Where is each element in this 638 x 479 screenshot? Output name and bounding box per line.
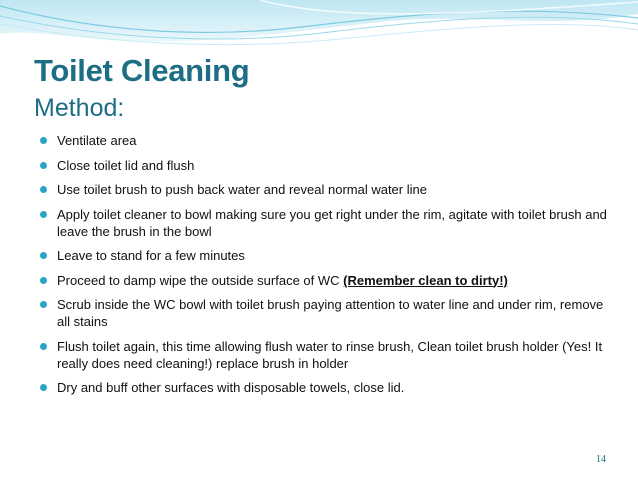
bullet-icon [40, 277, 47, 284]
page-number: 14 [596, 454, 606, 465]
bullet-icon [40, 301, 47, 308]
list-item [40, 379, 610, 396]
list-item [40, 247, 610, 264]
slide-subtitle: Method: [34, 94, 125, 122]
list-item-text: Use toilet brush to push back water and reveal normal water line [57, 182, 427, 197]
list-item [40, 181, 610, 198]
bullet-icon [40, 384, 47, 391]
bullet-icon [40, 186, 47, 193]
bullet-icon [40, 162, 47, 169]
list-item [40, 132, 610, 149]
bullet-icon [40, 137, 47, 144]
list-item [40, 157, 610, 174]
method-steps-list [40, 132, 610, 404]
list-item-text: Ventilate area [57, 133, 137, 148]
slide-title: Toilet Cleaning [34, 53, 250, 88]
list-item-text: Leave to stand for a few minutes [57, 248, 245, 263]
bullet-icon [40, 252, 47, 259]
list-item-text: Close toilet lid and flush [57, 157, 195, 173]
list-item [40, 296, 610, 330]
list-item [40, 338, 610, 372]
list-item-text: Dry and buff other surfaces with disposable towels, close lid. [57, 380, 405, 395]
list-item-text: Apply toilet cleaner to bowl making sure you get right under the rim, agitate with toilet brush and leave the brush in the bowl [57, 206, 607, 239]
bullet-icon [40, 211, 47, 218]
header-wave-decoration [0, 0, 638, 52]
bullet-icon [40, 343, 47, 350]
list-item-emphasis: (Remember clean to dirty!) [343, 272, 508, 288]
list-item-text: Scrub inside the WC bowl with toilet brush paying attention to water line and under rim, remove all stains [57, 297, 604, 329]
list-item [40, 272, 610, 289]
list-item [40, 206, 610, 240]
list-item-text: Proceed to damp wipe the outside surface of WC [57, 272, 344, 288]
list-item-text: Flush toilet again, this time allowing flush water to rinse brush, Clean toilet brush holder (Yes! It really does need cleaning!) replace brush in holder [57, 338, 603, 371]
